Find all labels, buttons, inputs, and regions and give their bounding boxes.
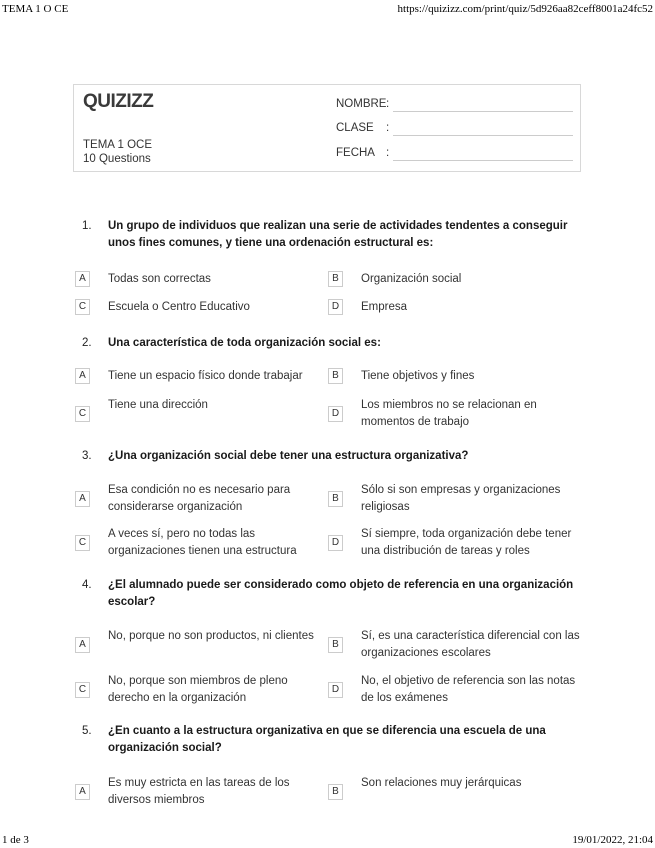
field-label: NOMBRE bbox=[336, 98, 387, 110]
option-text: Sólo si son empresas y organizaciones religiosas bbox=[361, 483, 561, 513]
print-header-url: https://quizizz.com/print/quiz/5d926aa82ceff8001a24fc52 bbox=[397, 3, 653, 15]
clase-field[interactable] bbox=[336, 122, 389, 134]
option-letter-box: B bbox=[328, 368, 343, 384]
option-letter-box: B bbox=[328, 271, 343, 287]
option-text: Empresa bbox=[361, 300, 408, 313]
option-row bbox=[0, 368, 655, 385]
option-text: Tiene objetivos y fines bbox=[361, 369, 475, 382]
option-row bbox=[0, 673, 655, 707]
question-text: ¿En cuanto a la estructura organizativa en que se diferencia una escuela de una organización social? bbox=[108, 724, 546, 754]
question-number: 3. bbox=[82, 449, 92, 462]
option-text: Sí, es una característica diferencial con las organizaciones escolares bbox=[361, 629, 580, 659]
option-letter-box: D bbox=[328, 535, 343, 551]
option-text: No, el objetivo de referencia son las notas de los exámenes bbox=[361, 674, 576, 704]
option-letter-box: B bbox=[328, 637, 343, 653]
field-line bbox=[393, 160, 573, 161]
quizizz-logo: QUIZIZZ bbox=[83, 91, 154, 112]
field-line bbox=[393, 111, 573, 112]
option-text: Esa condición no es necesario para considerarse organización bbox=[108, 483, 291, 513]
question-number: 1. bbox=[82, 219, 92, 232]
option-text: Los miembros no se relacionan en momentos de trabajo bbox=[361, 398, 537, 428]
field-label: CLASE bbox=[336, 122, 374, 134]
option-row bbox=[0, 482, 655, 516]
option-text: Organización social bbox=[361, 272, 462, 285]
option-letter-box: A bbox=[75, 271, 90, 287]
option-letter-box: A bbox=[75, 491, 90, 507]
option-text: Escuela o Centro Educativo bbox=[108, 300, 250, 313]
question-text: ¿El alumnado puede ser considerado como objeto de referencia en una organización escolar? bbox=[108, 578, 574, 608]
question-number: 5. bbox=[82, 724, 92, 737]
option-text: No, porque no son productos, ni clientes bbox=[108, 629, 314, 642]
option-letter-box: A bbox=[75, 637, 90, 653]
field-label: FECHA bbox=[336, 147, 375, 159]
option-row bbox=[0, 628, 655, 662]
question-count: 10 Questions bbox=[83, 153, 151, 165]
option-letter-box: D bbox=[328, 406, 343, 422]
question-number: 4. bbox=[82, 578, 92, 591]
option-text: Tiene un espacio físico donde trabajar bbox=[108, 369, 303, 382]
nombre-field[interactable] bbox=[336, 98, 389, 110]
option-letter-box: C bbox=[75, 406, 90, 422]
option-letter-box: C bbox=[75, 535, 90, 551]
option-letter-box: C bbox=[75, 299, 90, 315]
option-letter-box: B bbox=[328, 491, 343, 507]
quiz-header-card bbox=[73, 84, 581, 172]
option-row bbox=[0, 775, 655, 809]
question-text: ¿Una organización social debe tener una estructura organizativa? bbox=[108, 449, 469, 462]
question-number: 2. bbox=[82, 336, 92, 349]
field-sep: : bbox=[386, 122, 390, 134]
option-letter-box: C bbox=[75, 682, 90, 698]
option-row bbox=[0, 397, 655, 431]
fecha-field[interactable] bbox=[336, 147, 389, 159]
print-footer-page: 1 de 3 bbox=[2, 834, 29, 846]
option-text: No, porque son miembros de pleno derecho en la organización bbox=[108, 674, 288, 704]
print-header-title: TEMA 1 O CE bbox=[2, 3, 69, 15]
option-text: Todas son correctas bbox=[108, 272, 211, 285]
option-letter-box: A bbox=[75, 368, 90, 384]
option-row bbox=[0, 299, 655, 316]
quiz-title: TEMA 1 OCE bbox=[83, 139, 153, 151]
option-row bbox=[0, 526, 655, 560]
option-text: A veces sí, pero no todas las organizaciones tienen una estructura bbox=[108, 527, 297, 557]
option-letter-box: A bbox=[75, 784, 90, 800]
print-footer-datetime: 19/01/2022, 21:04 bbox=[572, 834, 653, 846]
field-sep: : bbox=[386, 98, 390, 110]
quiz-info bbox=[83, 138, 152, 166]
option-text: Es muy estricta en las tareas de los diversos miembros bbox=[108, 776, 290, 806]
field-line bbox=[393, 135, 573, 136]
option-letter-box: B bbox=[328, 784, 343, 800]
option-row bbox=[0, 271, 655, 288]
option-text: Son relaciones muy jerárquicas bbox=[361, 776, 522, 789]
option-text: Sí siempre, toda organización debe tener una distribución de tareas y roles bbox=[361, 527, 572, 557]
question-text: Un grupo de individuos que realizan una serie de actividades tendentes a conseguir unos fines comunes, y tiene una ordenación estructural es: bbox=[108, 219, 568, 249]
option-text: Tiene una dirección bbox=[108, 398, 208, 411]
option-letter-box: D bbox=[328, 682, 343, 698]
field-sep: : bbox=[386, 147, 390, 159]
option-letter-box: D bbox=[328, 299, 343, 315]
question-text: Una característica de toda organización social es: bbox=[108, 336, 381, 349]
